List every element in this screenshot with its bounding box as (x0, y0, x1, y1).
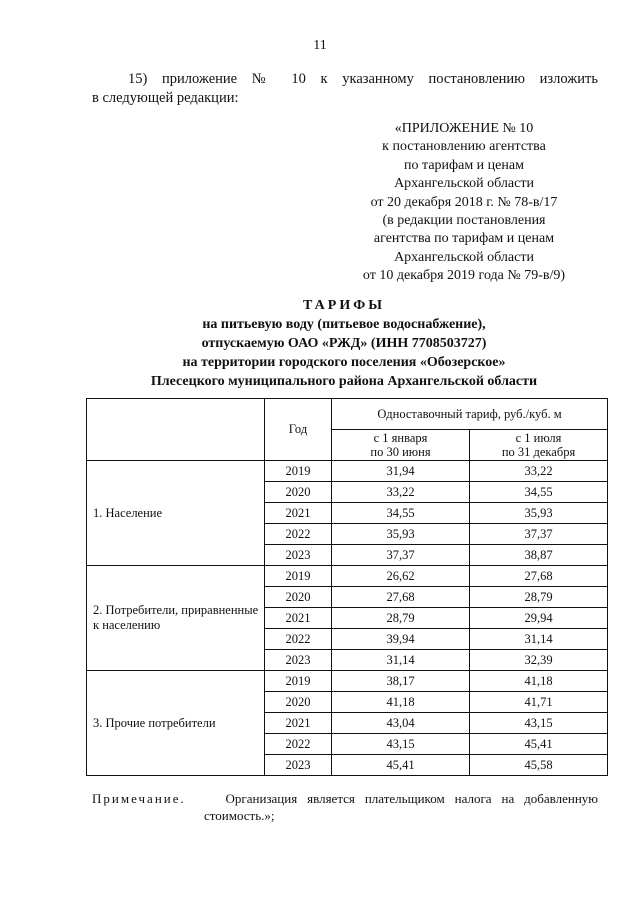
year-cell: 2021 (265, 503, 332, 524)
tariff-table (86, 398, 608, 776)
table-row (87, 566, 608, 587)
note (92, 790, 598, 824)
tariff-h2-cell: 32,39 (470, 650, 608, 671)
appendix-line: от 10 декабря 2019 года № 79-в/9) (362, 268, 566, 284)
tariff-h2-cell: 43,15 (470, 713, 608, 734)
category-cell: 2. Потребители, приравненные к населению (87, 566, 265, 671)
tariff-h2-cell: 28,79 (470, 587, 608, 608)
period-2-line-1: с 1 июля (515, 431, 562, 445)
appendix-line: Архангельской области (394, 176, 534, 192)
appendix-line: Архангельской области (394, 249, 534, 265)
year-cell: 2023 (265, 755, 332, 776)
title-line: на территории городского поселения «Обозерское» (182, 355, 506, 370)
tariff-h1-cell: 37,37 (332, 545, 470, 566)
appendix-line: агентства по тарифам и ценам (373, 231, 555, 247)
table-row (87, 461, 608, 482)
note-label: Примечание. (92, 791, 186, 806)
tariff-h2-cell: 37,37 (470, 524, 608, 545)
year-cell: 2022 (265, 734, 332, 755)
appendix-line: (в редакции постановления (382, 213, 546, 229)
note-line-1 (92, 790, 598, 807)
year-cell: 2022 (265, 629, 332, 650)
title-line: отпускаемую ОАО «РЖД» (ИНН 7708503727) (201, 336, 487, 351)
year-cell: 2020 (265, 692, 332, 713)
tariff-h1-cell: 31,94 (332, 461, 470, 482)
tariff-h2-cell: 45,58 (470, 755, 608, 776)
note-text-2: стоимость.»; (204, 808, 275, 823)
tariff-h2-cell: 33,22 (470, 461, 608, 482)
title-heading: ТАРИФЫ (303, 298, 385, 313)
tariff-h1-cell: 26,62 (332, 566, 470, 587)
tariff-h2-cell: 31,14 (470, 629, 608, 650)
appendix-line: к постановлению агентства (382, 139, 546, 155)
category-header-cell (87, 399, 265, 461)
tariff-h1-cell: 45,41 (332, 755, 470, 776)
title-line: на питьевую воду (питьевое водоснабжение), (202, 317, 486, 332)
appendix-line: от 20 декабря 2018 г. № 78-в/17 (370, 194, 558, 210)
tariff-h1-cell: 38,17 (332, 671, 470, 692)
tariff-h1-cell: 34,55 (332, 503, 470, 524)
tariff-h1-cell: 31,14 (332, 650, 470, 671)
year-cell: 2019 (265, 461, 332, 482)
tariff-h1-cell: 43,04 (332, 713, 470, 734)
category-cell: 1. Население (87, 461, 265, 566)
year-cell: 2020 (265, 482, 332, 503)
intro-paragraph (92, 70, 598, 108)
tariff-h2-cell: 38,87 (470, 545, 608, 566)
appendix-header (328, 120, 600, 286)
intro-line-2: в следующей редакции: (92, 90, 239, 106)
tariff-h1-cell: 35,93 (332, 524, 470, 545)
tariff-h2-cell: 45,41 (470, 734, 608, 755)
year-cell: 2019 (265, 671, 332, 692)
tariff-h2-cell: 35,93 (470, 503, 608, 524)
tariff-header: Одноставочный тариф, руб./куб. м (332, 399, 608, 430)
tariff-h1-cell: 41,18 (332, 692, 470, 713)
tariff-h2-cell: 41,18 (470, 671, 608, 692)
table-row (87, 671, 608, 692)
tariff-h2-cell: 29,94 (470, 608, 608, 629)
appendix-line: по тарифам и ценам (404, 157, 524, 173)
tariff-h1-cell: 33,22 (332, 482, 470, 503)
period-2-header (470, 430, 608, 461)
category-cell: 3. Прочие потребители (87, 671, 265, 776)
page-number: 11 (313, 38, 327, 53)
year-cell: 2022 (265, 524, 332, 545)
year-cell: 2023 (265, 545, 332, 566)
year-cell: 2020 (265, 587, 332, 608)
period-1-line-2: по 30 июня (370, 445, 431, 459)
tariff-h1-cell: 39,94 (332, 629, 470, 650)
period-2-line-2: по 31 декабря (501, 445, 576, 459)
appendix-line: «ПРИЛОЖЕНИЕ № 10 (394, 121, 534, 136)
period-1-header (332, 430, 470, 461)
tariff-h1-cell: 27,68 (332, 587, 470, 608)
tariff-h2-cell: 34,55 (470, 482, 608, 503)
title-line: Плесецкого муниципального района Архангельской области (150, 374, 538, 389)
year-cell: 2023 (265, 650, 332, 671)
document-title (80, 296, 608, 391)
year-cell: 2021 (265, 608, 332, 629)
tariff-h1-cell: 28,79 (332, 608, 470, 629)
tariff-h2-cell: 27,68 (470, 566, 608, 587)
year-cell: 2021 (265, 713, 332, 734)
period-1-line-1: с 1 января (373, 431, 428, 445)
note-text-1: Организация является плательщиком налога на добавленную (225, 791, 598, 806)
year-header: Год (265, 399, 332, 461)
tariff-h2-cell: 41,71 (470, 692, 608, 713)
year-cell: 2019 (265, 566, 332, 587)
tariff-h1-cell: 43,15 (332, 734, 470, 755)
intro-line-1: 15) приложение № 10 к указанному постановлению изложить (128, 71, 598, 87)
